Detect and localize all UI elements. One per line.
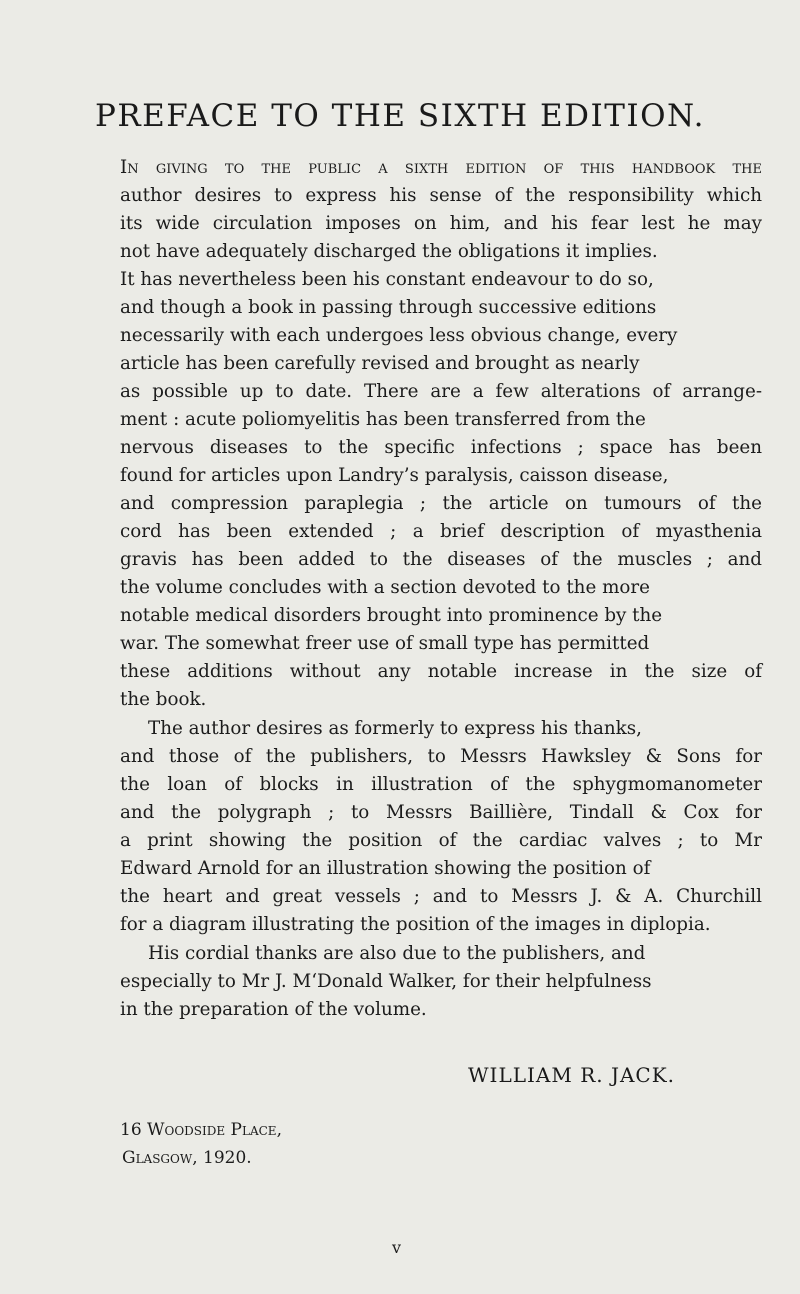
text-line: article has been carefully revised and brought as nearly	[120, 353, 640, 374]
text-line: It has nevertheless been his constant endeavour to do so,	[120, 269, 654, 290]
text-line: not have adequately discharged the obligations it implies.	[120, 241, 658, 262]
text-line: cord has been extended ; a brief description of myasthenia	[120, 521, 762, 542]
text-line: especially to Mr J. M‘Donald Walker, for their helpfulness	[120, 971, 652, 992]
text-line: the heart and great vessels ; and to Messrs J. & A. Churchill	[120, 886, 762, 907]
text-line: Edward Arnold for an illustration showing the position of	[120, 858, 651, 879]
text-line: the volume concludes with a section devoted to the more	[120, 577, 650, 598]
text-line: as possible up to date. There are a few alterations of arrange-	[120, 381, 762, 402]
text-line: these additions without any notable increase in the size of	[120, 661, 762, 682]
text-line: author desires to express his sense of the responsibility which	[120, 185, 762, 206]
text-line: and compression paraplegia ; the article on tumours of the	[120, 493, 762, 514]
text-line: and though a book in passing through successive editions	[120, 297, 657, 318]
text-line: His cordial thanks are also due to the publishers, and	[148, 943, 646, 964]
text-line: a print showing the position of the cardiac valves ; to Mr	[120, 830, 762, 851]
text-line: gravis has been added to the diseases of the muscles ; and	[120, 549, 762, 570]
address-line-2: Glasgow, 1920.	[122, 1148, 252, 1168]
text-line: the loan of blocks in illustration of the sphygmomanometer	[120, 774, 762, 795]
text-line: and the polygraph ; to Messrs Baillière, Tindall & Cox for	[120, 802, 762, 823]
text-line: and those of the publishers, to Messrs Hawksley & Sons for	[120, 746, 762, 767]
text-line: nervous diseases to the specific infections ; space has been	[120, 437, 762, 458]
text-line: notable medical disorders brought into prominence by the	[120, 605, 663, 626]
text-line: its wide circulation imposes on him, and his fear lest he may	[120, 213, 762, 234]
text-line: ment : acute poliomyelitis has been transferred from the	[120, 409, 646, 430]
text-line	[120, 157, 762, 179]
text-line: in the preparation of the volume.	[120, 999, 427, 1020]
address-line-1: 16 Woodside Place,	[120, 1120, 282, 1140]
text-line: The author desires as formerly to express his thanks,	[148, 718, 642, 739]
text-line: the book.	[120, 689, 207, 710]
text-line: for a diagram illustrating the position of the images in diplopia.	[120, 914, 711, 935]
text-line: found for articles upon Landry’s paralysis, caisson disease,	[120, 465, 669, 486]
author-signature: WILLIAM R. JACK.	[468, 1063, 676, 1087]
text-line-content: In giving to the public a sixth edition of this handbook the	[120, 157, 762, 178]
page-number: v	[392, 1238, 402, 1257]
text-line: war. The somewhat freer use of small type has permitted	[120, 633, 650, 654]
page-title: PREFACE TO THE SIXTH EDITION.	[94, 98, 706, 134]
text-line: necessarily with each undergoes less obvious change, every	[120, 325, 678, 346]
